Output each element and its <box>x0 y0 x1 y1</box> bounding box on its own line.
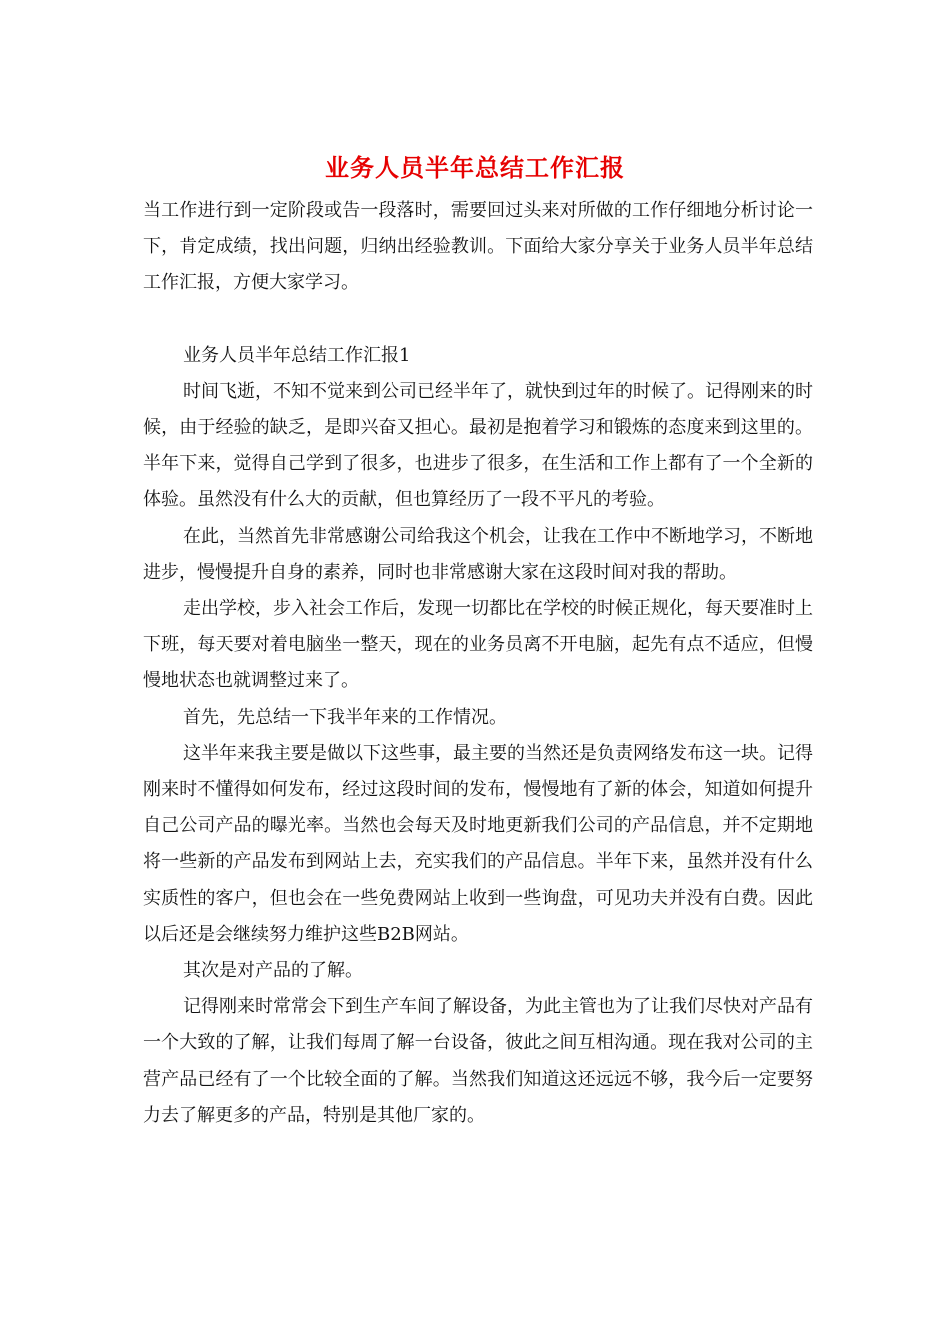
body-paragraph: 在此，当然首先非常感谢公司给我这个机会，让我在工作中不断地学习，不断地进步，慢慢提升自身的素养，同时也非常感谢大家在这段时间对我的帮助。 <box>143 525 813 583</box>
body-paragraph: 这半年来我主要是做以下这些事，最主要的当然还是负责网络发布这一块。记得刚来时不懂得如何发布，经过这段时间的发布，慢慢地有了新的体会，知道如何提升自己公司产品的曝光率。当然也会每天及时地更新我们公司的产品信息，并不定期地将一些新的产品发布到网站上去，充实我们的产品信息。半年下来，虽然并没有什么实质性的客户，但也会在一些免费网站上收到一些询盘，可见功夫并没有白费。因此以后还是会继续努力维护这些B2B网站。 <box>143 742 813 945</box>
body-paragraph: 走出学校，步入社会工作后，发现一切都比在学校的时候正规化，每天要准时上下班，每天要对着电脑坐一整天，现在的业务员离不开电脑，起先有点不适应，但慢慢地状态也就调整过来了。 <box>143 598 813 692</box>
body-paragraph: 记得刚来时常常会下到生产车间了解设备，为此主管也为了让我们尽快对产品有一个大致的了解，让我们每周了解一台设备，彼此之间互相沟通。现在我对公司的主营产品已经有了一个比较全面的了解。当然我们知道这还远远不够，我今后一定要努力去了解更多的产品，特别是其他厂家的。 <box>143 996 813 1126</box>
section-heading: 业务人员半年总结工作汇报1 <box>183 344 411 366</box>
document-body <box>143 193 813 1134</box>
document-title: 业务人员半年总结工作汇报 <box>325 153 625 182</box>
body-paragraph: 时间飞逝，不知不觉来到公司已经半年了，就快到过年的时候了。记得刚来的时候，由于经验的缺乏，是即兴奋又担心。最初是抱着学习和锻炼的态度来到这里的。半年下来，觉得自己学到了很多，也进步了很多，在生活和工作上都有了一个全新的体验。虽然没有什么大的贡献，但也算经历了一段不平凡的考验。 <box>143 380 813 511</box>
body-paragraph: 其次是对产品的了解。 <box>183 960 363 982</box>
body-paragraph: 首先，先总结一下我半年来的工作情况。 <box>183 706 507 728</box>
intro-paragraph: 当工作进行到一定阶段或告一段落时，需要回过头来对所做的工作仔细地分析讨论一下，肯定成绩，找出问题，归纳出经验教训。下面给大家分享关于业务人员半年总结工作汇报，方便大家学习。 <box>143 200 813 294</box>
